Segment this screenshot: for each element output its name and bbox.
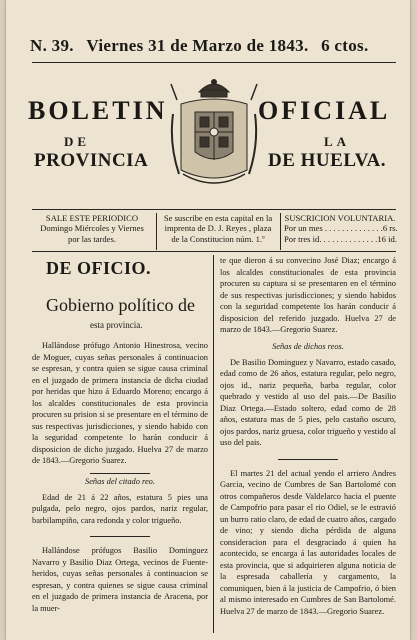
price-label: Por un mes . . . . . . . . . . . . . .: [284, 223, 383, 234]
price-row: [284, 223, 396, 233]
issue-header: [30, 36, 398, 56]
signs-paragraph: De Basilio Dominguez y Navarro, estado casado, edad como de 26 años, estatura regular, pelo negro, ojos id., nariz pequeña, barba regular, color quebrado y vestido al uso del pais.—De Basilio Diaz Ortega.—Estado soltero, edad como de 28 años, estatura mas de 5 pies, pelo castaño oscuro, ojos pardos, nariz gruesa, color trigueño y vestido al uso del pais.: [220, 357, 396, 447]
masthead-rule: [32, 209, 396, 210]
right-column: [220, 255, 396, 617]
separator: [278, 459, 338, 460]
masthead-de: DE: [64, 134, 91, 149]
subscription-title: SUSCRICION VOLUNTARIA.: [284, 213, 396, 223]
price-value: 6 rs.: [382, 223, 398, 234]
issue-number: N. 39.: [30, 36, 74, 55]
masthead-de-huelva: DE HUELVA.: [268, 150, 386, 171]
notice-paragraph: El martes 21 del actual yendo el arriero Andres Garcia, vecino de Cumbres de San Bartolomé con otros compañeros desde Valdelarco hacia el puente de Campofrio para pasar el rio Odiel, se le estravió un burro ratio claro, de edad de cuatro años, cargado de vino; y siendo dicha pérdida de alguna consideracion para el desgraciado á quien ha acontecido, se encarga á las autoridades locales de esta provincia, que si adquirieren alguna noticia de la espresada caballería y cargamento, la comuniquen, bien á la justicia de Campofrio, ó bien al mismo interesado en Cumbres de San Bartolomé. Huelva 27 de marzo de 1843.—Gregorio Suarez.: [220, 468, 396, 616]
info-subscription-place: [159, 213, 277, 249]
price-label: Por tres id. . . . . . . . . . . . . .: [284, 233, 378, 244]
separator: [90, 473, 150, 474]
article-title: Gobierno político de: [46, 295, 195, 315]
signs-heading: Señas de dichos reos.: [272, 341, 344, 351]
info-publication: [32, 213, 152, 249]
info-line: de la Constitucion núm. 1.º: [171, 233, 265, 244]
masthead-la: LA: [324, 134, 351, 149]
royal-coat-of-arms-icon: [169, 74, 259, 192]
info-line: Domingo Miércoles y Viernes: [40, 223, 144, 234]
masthead-provincia: PROVINCIA: [34, 150, 149, 171]
separator: [90, 536, 150, 537]
header-rule: [32, 62, 396, 63]
price-row: [284, 234, 396, 244]
info-line: por las tardes.: [68, 233, 116, 244]
column-divider: [213, 255, 214, 633]
info-line: Se suscribe en esta capital en la: [163, 213, 273, 223]
info-line: imprenta de D. J. Reyes , plaza: [164, 223, 272, 234]
signs-heading: Señas del citado reo.: [85, 476, 155, 486]
info-divider: [156, 213, 157, 250]
newspaper-page: [6, 0, 410, 640]
info-line: SALE ESTE PERIODICO: [45, 213, 139, 223]
notice-paragraph: Hallándose prófugos Basilio Dominguez Navarro y Basilio Diaz Ortega, vecinos de Fuente-heridos, cuyas señas personales á continuacion se espresan, y contra quienes se sigue causa criminal en el juzgado de primera instancia de Aracena, por la muer-: [32, 546, 208, 613]
issue-date: Viernes 31 de Marzo de 1843.: [86, 36, 309, 55]
masthead-boletin: BOLETIN: [28, 96, 168, 125]
section-heading: DE OFICIO.: [46, 258, 152, 278]
issue-price: 6 ctos.: [321, 36, 369, 55]
info-rule: [32, 251, 396, 252]
info-subscription-price: [284, 213, 396, 249]
signs-paragraph: Edad de 21 á 22 años, estatura 5 pies una pulgada, pelo negro, ojos pardos, nariz regular, barbilampiño, cara redonda y color trigueño.: [32, 492, 208, 525]
article-subtitle: esta provincia.: [90, 320, 143, 330]
info-divider: [280, 213, 281, 250]
notice-paragraph: Hallándose prófugo Antonio Hinestrosa, vecino de Moguer, cuyas señas personales á continuacion se espresan, y contra quien se sigue causa criminal en el juzgado de primera instancia de dicha ciudad por heridas que hizo á Eduardo Moreno; encargo á los alcaldes constitucionales de esta provincia procuren su prision si se presentare en el término de sus respectivas jurisdicciones, y siendo habido con la seguridad competente lo harán conducir á disposicion de dicho juzgado. Huelva 27 de marzo de 1843.—Gregorio Suarez.: [32, 341, 208, 465]
masthead-oficial: OFICIAL: [258, 96, 391, 125]
price-value: 16 id.: [377, 233, 397, 244]
notice-paragraph: te que dieron á su convecino José Diaz; encargo á los alcaldes constitucionales de esta provincia procuren su captura si se presentaren en el término de sus respectivas jurisdicciones; y siendo habidos con la seguridad competente los harán conducir á disposicion del referido juzgado. Huelva 27 de marzo de 1843.—Gregorio Suarez.: [220, 256, 396, 334]
left-column: [32, 340, 208, 614]
